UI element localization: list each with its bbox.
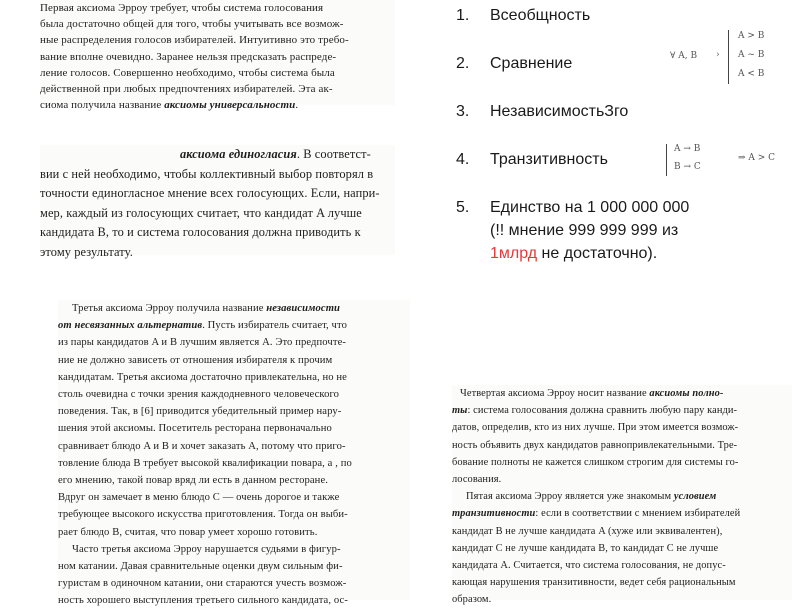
line: [58, 300, 410, 317]
line: товление блюда B требует высокой квалификации повара, а , по: [58, 457, 352, 469]
line: была достаточно общей для того, чтобы учитывать все возмож-: [40, 18, 344, 31]
list-number: 1.: [456, 7, 470, 24]
line: кандидата B, то и система голосования должна приводить к: [40, 225, 361, 239]
formula-premise: A → B: [674, 144, 701, 154]
text: . Пусть избиратель считает, что: [202, 320, 347, 332]
line: ные распределения голосов избирателей. Интуитивно это требо-: [40, 34, 349, 47]
term: транзитивности: [452, 508, 536, 520]
line: поведения. Так, в [6] приводится убедительный пример нару-: [58, 406, 342, 418]
term: от несвязанных альтернатив: [58, 320, 203, 332]
line: кандидат B не лучше кандидата A (хуже или эквивалентен),: [452, 525, 723, 537]
transitivity-formula: [664, 143, 796, 177]
line: шения этой аксиомы. Посетитель ресторана первоначально: [58, 423, 332, 435]
formula-option: A ~ B: [738, 50, 765, 60]
line: кандидата A. Считается, что система голосования, не допус-: [452, 560, 726, 572]
text: сиома получила название: [40, 99, 165, 112]
line: [452, 505, 792, 522]
term: аксиома единогласия: [180, 147, 297, 161]
line: мер, каждый из голосующих считает, что кандидат A лучше: [40, 205, 362, 220]
list-text: Транзитивность: [490, 151, 608, 168]
line: сравнивает блюдо A и B и хочет заказать A, потому что приго-: [58, 440, 346, 452]
list-number: 2.: [456, 55, 470, 72]
line: ность хорошего выступления третьего сильного кандидата, ос-: [58, 595, 348, 607]
line: кандидатам. Третья аксиома достаточно привлекательна, но не: [58, 371, 347, 383]
term: условием: [673, 491, 717, 503]
line: Часто третья аксиома Эрроу нарушается судьями в фигур-: [72, 543, 341, 555]
line: ление голосов. Совершенно необходимо, чтобы система была: [40, 66, 335, 79]
line: Вдруг он замечает в меню блюдо C — очень дорогое и также: [58, 492, 340, 504]
line: этому результату.: [40, 244, 133, 259]
term: аксиомы полно-: [649, 388, 724, 399]
list-text: [490, 245, 657, 263]
line: вание вполне очевидно. Заранее нельзя предсказать распреде-: [40, 50, 337, 63]
line: точности единогласное мнение всех голосующих. Если, напри-: [40, 186, 380, 200]
line: лосования.: [452, 474, 502, 486]
formula-option: A > B: [738, 31, 765, 41]
list-text: Всеобщность: [490, 7, 591, 24]
list-text: Сравнение: [490, 55, 573, 72]
formula-option: A < B: [738, 69, 765, 79]
line: вии с ней необходимо, чтобы коллективный выбор повторял в: [40, 166, 374, 181]
list-number: 5.: [456, 199, 470, 216]
line: [40, 145, 395, 165]
comparison-formula: [668, 28, 788, 86]
line: столь очевидна с точки зрения каждодневного человеческого: [58, 389, 340, 401]
list-number: 4.: [456, 151, 470, 168]
brace-icon: [666, 144, 667, 176]
text: Пятая аксиома Эрроу является уже знакомым: [466, 491, 674, 503]
line: [40, 97, 395, 113]
highlight-text: 1млрд: [490, 245, 538, 262]
line: [452, 402, 792, 419]
text-fragment-completeness: [452, 385, 792, 606]
line: датов, определив, кто из них лучше. При этом имеется возмож-: [452, 422, 739, 434]
line: [452, 488, 792, 505]
line: образом.: [452, 594, 492, 606]
list-text: НезависимостьЗго: [490, 103, 629, 120]
list-number: 3.: [456, 103, 470, 120]
line: ность объявить двух кандидатов равнопривлекательными. Тре-: [452, 439, 738, 451]
text: Третья аксиома Эрроу получила название: [72, 303, 267, 314]
line: из пары кандидатов A и B лучшим является A. Это предпочте-: [58, 337, 346, 349]
line: кающая нарушения транзитивности, ведет себя рациональным: [452, 577, 736, 589]
text: не достаточно).: [537, 245, 658, 262]
line: гуристам в одиночном катании, они стараются учесть возмож-: [58, 578, 347, 590]
text: . В соответст-: [296, 147, 371, 161]
brace-icon: [728, 30, 729, 84]
formula-premise: B → C: [674, 162, 701, 172]
text-fragment-unanimity: [40, 145, 395, 259]
line: ном катании. Давая сравнительные оценки двум сильным фи-: [58, 561, 343, 573]
line: [58, 317, 410, 334]
formula-result: ⇒ A > C: [738, 153, 776, 163]
text: Четвертая аксиома Эрроу носит название: [460, 388, 650, 399]
line: бование полноты не кажется слишком строгим для системы го-: [452, 456, 739, 468]
list-text: (!! мнение 999 999 999 из: [490, 222, 679, 239]
text: : если в соответствии с мнением избирателей: [535, 508, 741, 520]
list-text: Единство на 1 000 000 000: [490, 199, 690, 216]
line: его мнению, такой повар вряд ли есть в данном ресторане.: [58, 475, 329, 487]
line: действенной при любых предпочтениях избирателей. Эта ак-: [40, 83, 333, 96]
line: Первая аксиома Эрроу требует, чтобы система голосования: [40, 2, 324, 14]
line: требующее высокого искусства приготовления. Тогда он выби-: [58, 509, 348, 521]
text-fragment-independence: [58, 300, 410, 607]
text: : система голосования должна сравнить любую пару канди-: [467, 405, 738, 417]
line: [452, 385, 792, 402]
text-fragment-first-axiom: [40, 0, 395, 112]
line: рает блюдо B, считая, что повар умеет хорошо готовить.: [58, 526, 318, 538]
line: кандидат C не лучше кандидата B, то кандидат C не лучше: [452, 542, 719, 554]
line: ние не должно зависеть от отношения избирателя к прочим: [58, 354, 333, 366]
term: ты: [452, 405, 468, 417]
formula-arrow: ›: [716, 50, 720, 60]
formula-quantifier: ∀ A, B: [670, 51, 698, 61]
text: .: [295, 99, 299, 112]
term: аксиомы универсальности: [164, 99, 296, 112]
term: независимости: [266, 303, 341, 314]
